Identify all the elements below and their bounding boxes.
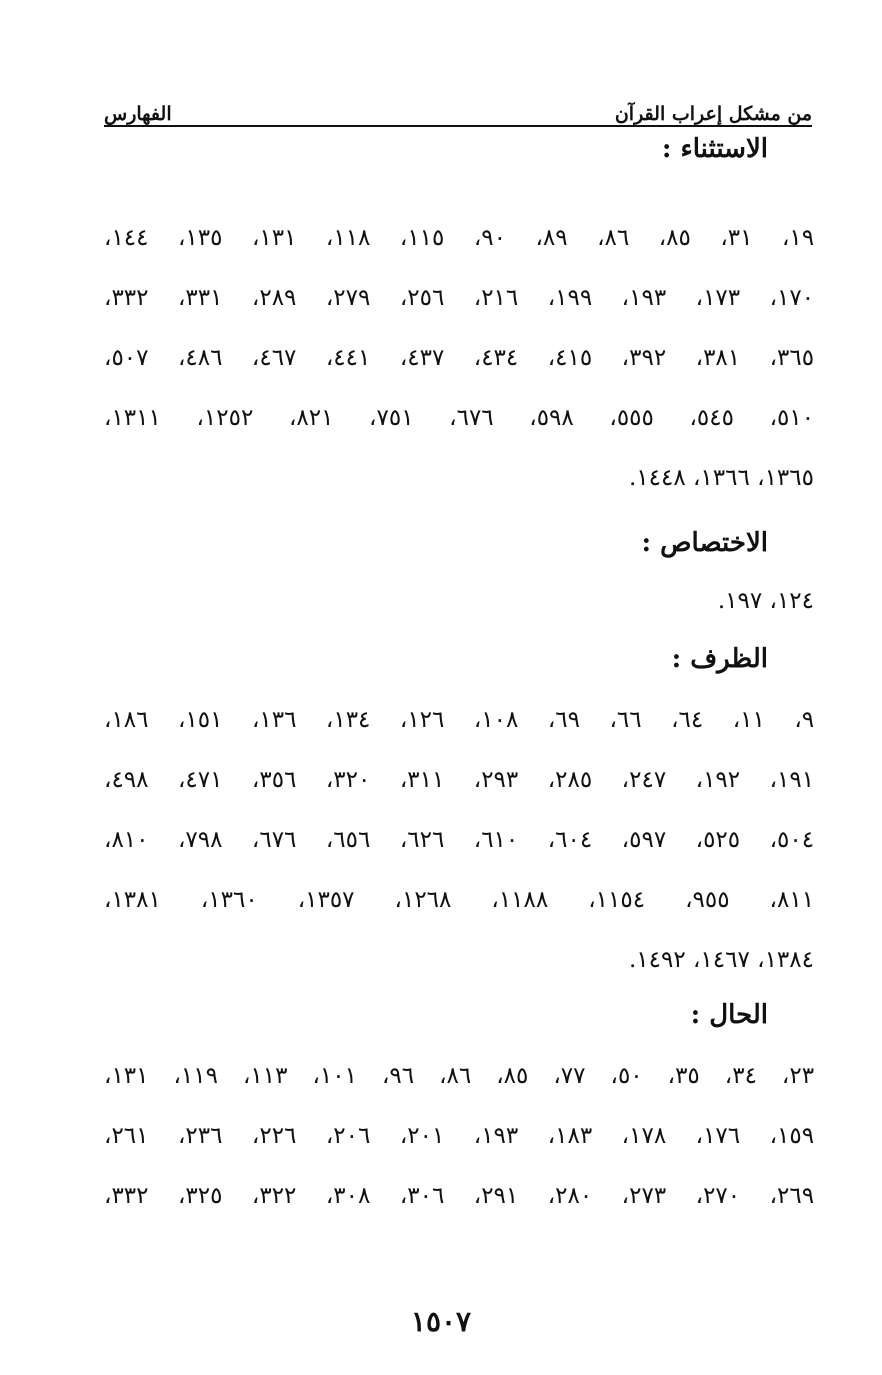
index-line: ٢٣، ٣٤، ٣٥، ٥٠، ٧٧، ٨٥، ٨٦، ٩٦، ١٠١، ١١٣، ١١٩، ١٣١، [104,1063,814,1089]
index-line: ٥١٠، ٥٤٥، ٥٥٥، ٥٩٨، ٦٧٦، ٧٥١، ٨٢١، ١٢٥٢، ١٣١١، [104,405,814,431]
section-heading: الظرف : [671,644,768,674]
book-title: من مشكل إعراب القرآن [614,103,812,125]
index-line: ٥٠٤، ٥٢٥، ٥٩٧، ٦٠٤، ٦١٠، ٦٢٦، ٦٥٦، ٦٧٦، ٧٩٨، ٨١٠، [104,827,814,853]
index-line: ١٣٦٥، ١٣٦٦، ١٤٤٨. [628,465,814,491]
index-line: ٩، ١١، ٦٤، ٦٦، ٦٩، ١٠٨، ١٢٦، ١٣٤، ١٣٦، ١٥١، ١٨٦، [104,707,814,733]
index-section-istithna [104,126,814,496]
index-line: ١٥٩، ١٧٦، ١٧٨، ١٨٣، ١٩٣، ٢٠١، ٢٠٦، ٢٢٦، ٢٣٦، ٢٦١، [104,1123,814,1149]
running-header [104,86,812,124]
index-line: ٨١١، ٩٥٥، ١١٥٤، ١١٨٨، ١٢٦٨، ١٣٥٧، ١٣٦٠، ١٣٨١، [104,887,814,913]
index-section-ikhtisas [104,520,814,624]
section-title: الفهارس [104,103,172,125]
section-heading: الاستثناء : [661,134,768,164]
section-heading: الاختصاص : [641,528,768,558]
index-line: ١٩، ٣١، ٨٥، ٨٦، ٨٩، ٩٠، ١١٥، ١١٨، ١٣١، ١٣٥، ١٤٤، [104,225,814,251]
index-section-hal [104,992,814,1214]
index-line: ٣٦٥، ٣٨١، ٣٩٢، ٤١٥، ٤٣٤، ٤٣٧، ٤٤١، ٤٦٧، ٤٨٦، ٥٠٧، [104,345,814,371]
index-line: ١٧٠، ١٧٣، ١٩٣، ١٩٩، ٢١٦، ٢٥٦، ٢٧٩، ٢٨٩، ٣٣١، ٣٣٢، [104,285,814,311]
index-line: ١٩١، ١٩٢، ٢٤٧، ٢٨٥، ٢٩٣، ٣١١، ٣٢٠، ٣٥٦، ٤٧١، ٤٩٨، [104,767,814,793]
index-content [104,126,814,1214]
index-section-zarf [104,636,814,978]
section-heading: الحال : [690,1000,768,1030]
index-line: ٢٦٩، ٢٧٠، ٢٧٣، ٢٨٠، ٢٩١، ٣٠٦، ٣٠٨، ٣٢٢، ٣٢٥، ٣٣٢، [104,1183,814,1209]
index-line: ١٣٨٤، ١٤٦٧، ١٤٩٢. [628,947,814,973]
page-number: ١٥٠٧ [410,1305,472,1338]
index-line: ١٢٤، ١٩٧. [717,588,814,614]
